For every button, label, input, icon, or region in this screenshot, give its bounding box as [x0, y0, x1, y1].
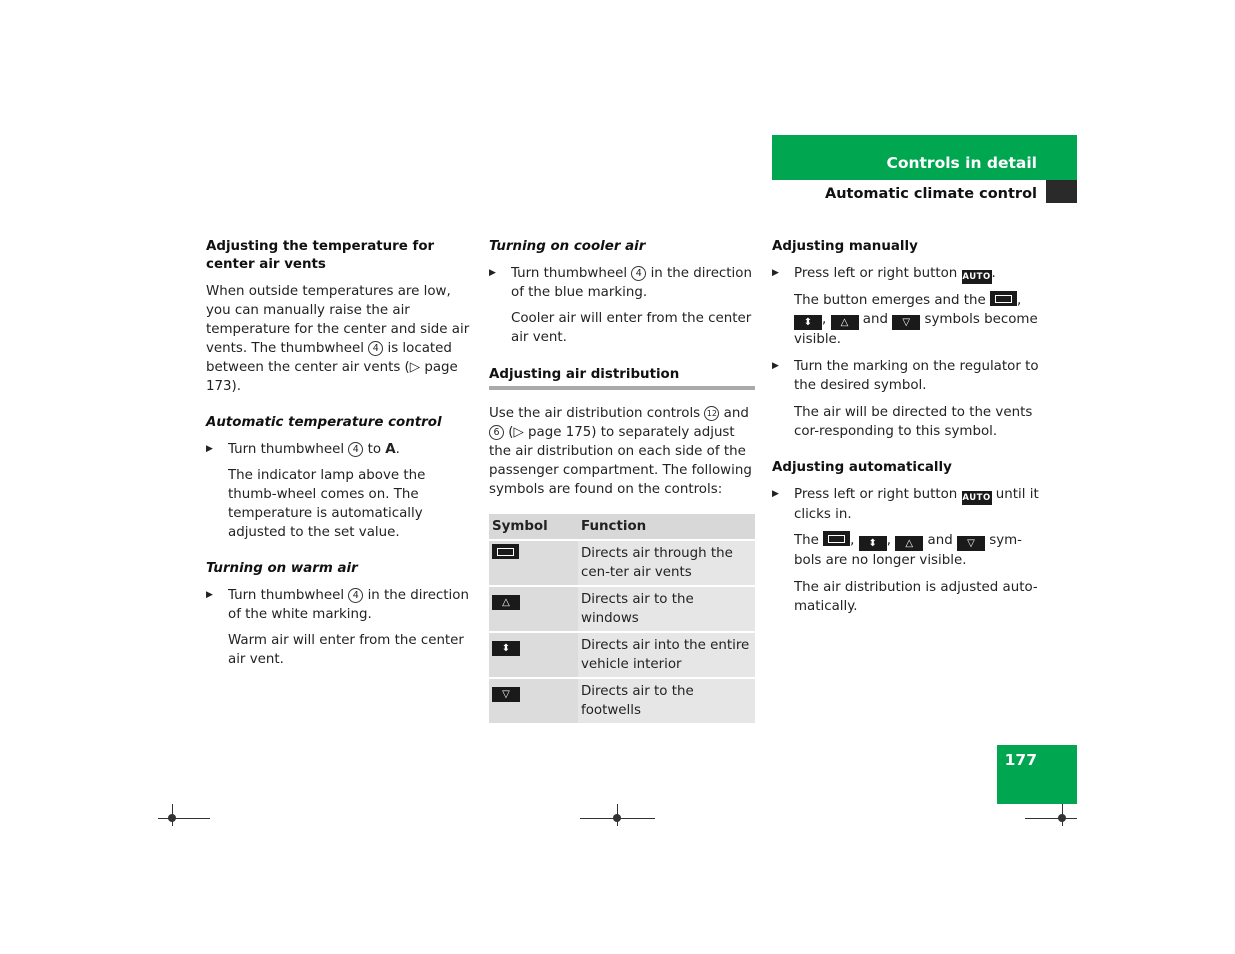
windows-icon: △: [831, 315, 859, 330]
column-right: [772, 238, 1042, 616]
step-press-auto-manual: ▶ Press left or right button AUTO.: [772, 264, 1042, 284]
windows-icon: △: [492, 595, 520, 610]
callout-number: 12: [704, 406, 719, 421]
result-turn: The air will be directed to the vents cor-responding to this symbol.: [794, 405, 1033, 439]
callout-number: 4: [631, 266, 646, 281]
entire-interior-icon: ⬍: [794, 315, 822, 330]
column-header-function: Function: [578, 514, 755, 540]
symbol-table: [489, 514, 755, 725]
entire-interior-icon: ⬍: [492, 641, 520, 656]
step-warm-air: ▶ Turn thumbwheel 4 in the direction of the white marking.: [206, 586, 474, 624]
table-header-row: [489, 514, 755, 540]
column-middle: [489, 238, 755, 725]
intro-paragraph: When outside temperatures are low, you can manually raise the air temperature for the center and side air vents. The thumbwheel 4 is located between the center air vents (▷ page 173).: [206, 284, 470, 394]
table-row: [489, 540, 755, 586]
function-cell: Directs air through the cen-ter air vents: [578, 540, 755, 586]
footwell-icon: ▽: [892, 315, 920, 330]
page-ref-icon: ▷: [409, 360, 421, 375]
callout-number: 6: [489, 425, 504, 440]
heading-adjusting-automatically: Adjusting automatically: [772, 460, 952, 475]
heading-rule: [489, 386, 755, 390]
function-cell: Directs air into the entire vehicle interior: [578, 632, 755, 678]
header-marker: [1046, 180, 1077, 203]
heading-cooler-air: Turning on cooler air: [489, 239, 646, 254]
center-vents-icon: [492, 544, 519, 559]
column-header-symbol: Symbol: [489, 514, 578, 540]
windows-icon: △: [895, 536, 923, 551]
result-auto: The , ⬍ , △ and ▽ sym-bols are no longer visible.: [794, 533, 1023, 568]
auto-button-icon: AUTO: [962, 272, 991, 282]
callout-number: 4: [368, 341, 383, 356]
page-number: 177: [1004, 751, 1037, 769]
subsection-title: Automatic climate control: [824, 186, 1037, 202]
step-press-auto: ▶ Press left or right button AUTO until it clicks in.: [772, 485, 1042, 524]
entire-interior-icon: ⬍: [859, 536, 887, 551]
result-manual: The button emerges and the , ⬍ , △ and ▽ symbols become visible.: [794, 293, 1038, 347]
column-left: [206, 238, 474, 669]
table-row: [489, 678, 755, 724]
center-vents-icon: [823, 531, 850, 546]
table-row: [489, 632, 755, 678]
heading-center-vents: Adjusting the temperature for center air vents: [206, 239, 435, 272]
footwell-icon: ▽: [957, 536, 985, 551]
auto-button-icon: AUTO: [962, 493, 991, 503]
function-cell: Directs air to the footwells: [578, 678, 755, 724]
section-title: Controls in detail: [886, 154, 1037, 172]
page-ref-icon: ▷: [513, 425, 524, 440]
distribution-paragraph: Use the air distribution controls 12 and 6 (▷ page 175) to separately adjust the air distribution on each side of the passenger compartment. The following symbols are found on the controls:: [489, 406, 752, 497]
step-cooler-air: ▶ Turn thumbwheel 4 in the direction of the blue marking.: [489, 264, 755, 302]
result-auto: The indicator lamp above the thumb-wheel comes on. The temperature is automatically adjusted to the set value.: [228, 468, 426, 540]
result-warm-air: Warm air will enter from the center air vent.: [228, 633, 464, 667]
callout-number: 4: [348, 588, 363, 603]
heading-automatic-temperature: Automatic temperature control: [206, 415, 442, 430]
step-turn-marking: ▶ Turn the marking on the regulator to the desired symbol.: [772, 357, 1042, 395]
function-cell: Directs air to the windows: [578, 586, 755, 632]
heading-warm-air: Turning on warm air: [206, 561, 358, 576]
result-auto-adjusted: The air distribution is adjusted auto-matically.: [794, 580, 1038, 614]
heading-air-distribution: Adjusting air distribution: [489, 367, 680, 382]
callout-number: 4: [348, 442, 363, 457]
step-thumbwheel-auto: ▶ Turn thumbwheel 4 to A.: [206, 440, 474, 459]
center-vents-icon: [990, 291, 1017, 306]
result-cooler-air: Cooler air will enter from the center air vent.: [511, 311, 752, 345]
table-row: [489, 586, 755, 632]
heading-adjusting-manually: Adjusting manually: [772, 239, 918, 254]
footwell-icon: ▽: [492, 687, 520, 702]
